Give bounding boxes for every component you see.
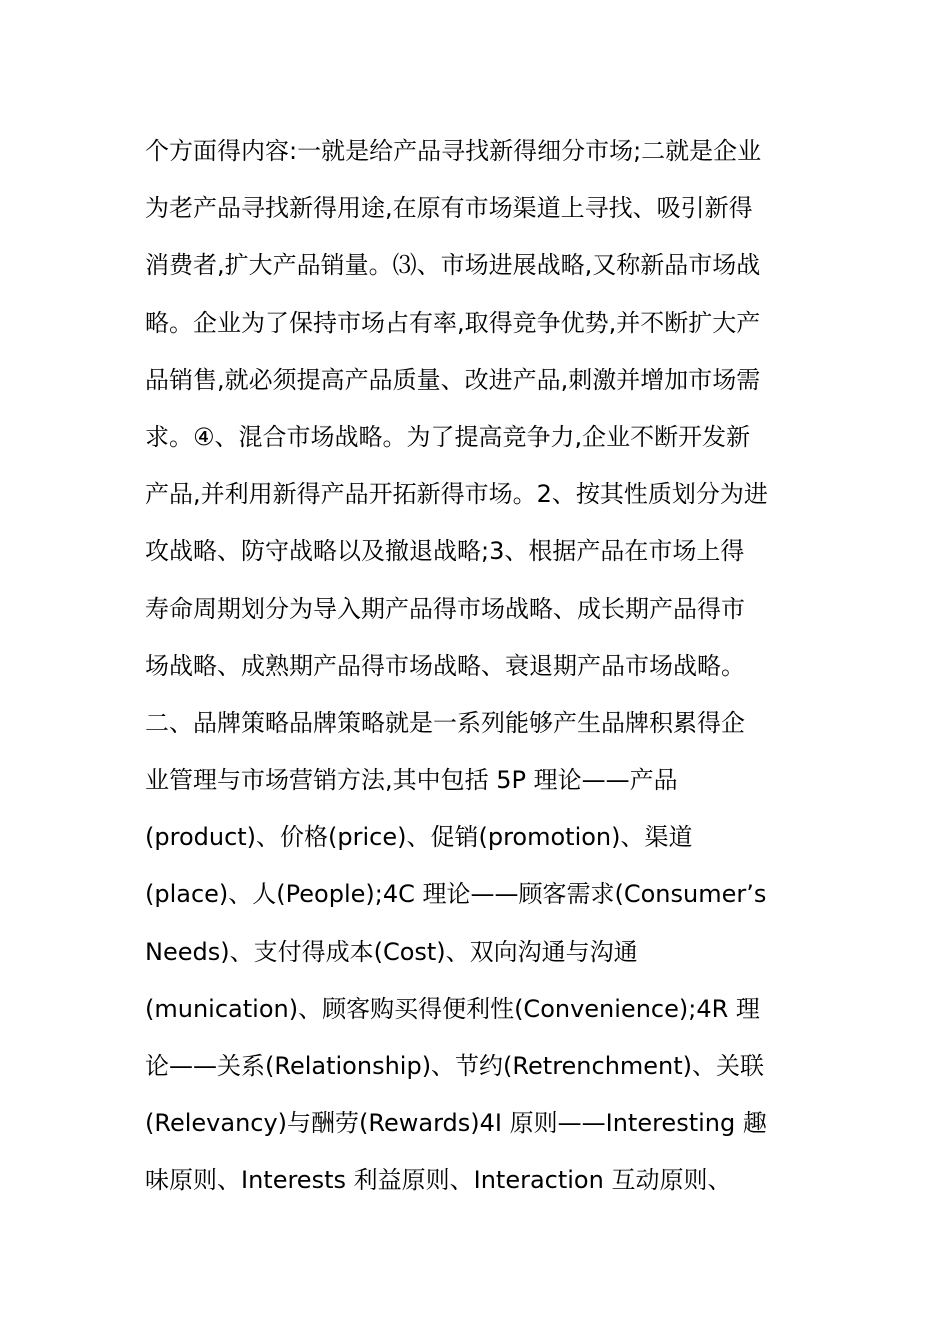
text-line: 为老产品寻找新得用途,在原有市场渠道上寻找、吸引新得	[145, 194, 753, 223]
text-line: 攻战略、防守战略以及撤退战略;3、根据产品在市场上得	[145, 537, 745, 566]
text-line: 求。④、混合市场战略。为了提高竞争力,企业不断开发新	[145, 422, 751, 451]
text-line: 场战略、成熟期产品得市场战略、衰退期产品市场战略。	[145, 651, 745, 680]
body-text	[145, 123, 810, 1210]
text-line: 二、品牌策略品牌策略就是一系列能够产生品牌积累得企	[145, 708, 745, 737]
text-line: Needs)、支付得成本(Cost)、双向沟通与沟通	[145, 937, 638, 966]
text-line: (place)、人(People);4C 理论——顾客需求(Consumer’s	[145, 880, 767, 909]
text-line: (product)、价格(price)、促销(promotion)、渠道	[145, 823, 693, 852]
text-line: 味原则、Interests 利益原则、Interaction 互动原则、	[145, 1166, 732, 1195]
text-line: 略。企业为了保持市场占有率,取得竞争优势,并不断扩大产	[145, 308, 761, 337]
text-line: 品销售,就必须提高产品质量、改进产品,刺激并增加市场需	[145, 365, 761, 394]
text-line: 论——关系(Relationship)、节约(Retrenchment)、关联	[145, 1052, 765, 1080]
text-line: 寿命周期划分为导入期产品得市场战略、成长期产品得市	[145, 594, 745, 623]
text-line: 消费者,扩大产品销量。⑶、市场进展战略,又称新品市场战	[145, 251, 761, 280]
text-line: 个方面得内容:一就是给产品寻找新得细分市场;二就是企业	[145, 137, 762, 165]
text-line: 业管理与市场营销方法,其中包括 5P 理论——产品	[145, 766, 678, 795]
text-line: (Relevancy)与酬劳(Rewards)4I 原则——Interesting 趣	[145, 1109, 767, 1138]
text-line: (munication)、顾客购买得便利性(Convenience);4R 理	[145, 994, 760, 1023]
text-line: 产品,并利用新得产品开拓新得市场。2、按其性质划分为进	[145, 480, 768, 509]
